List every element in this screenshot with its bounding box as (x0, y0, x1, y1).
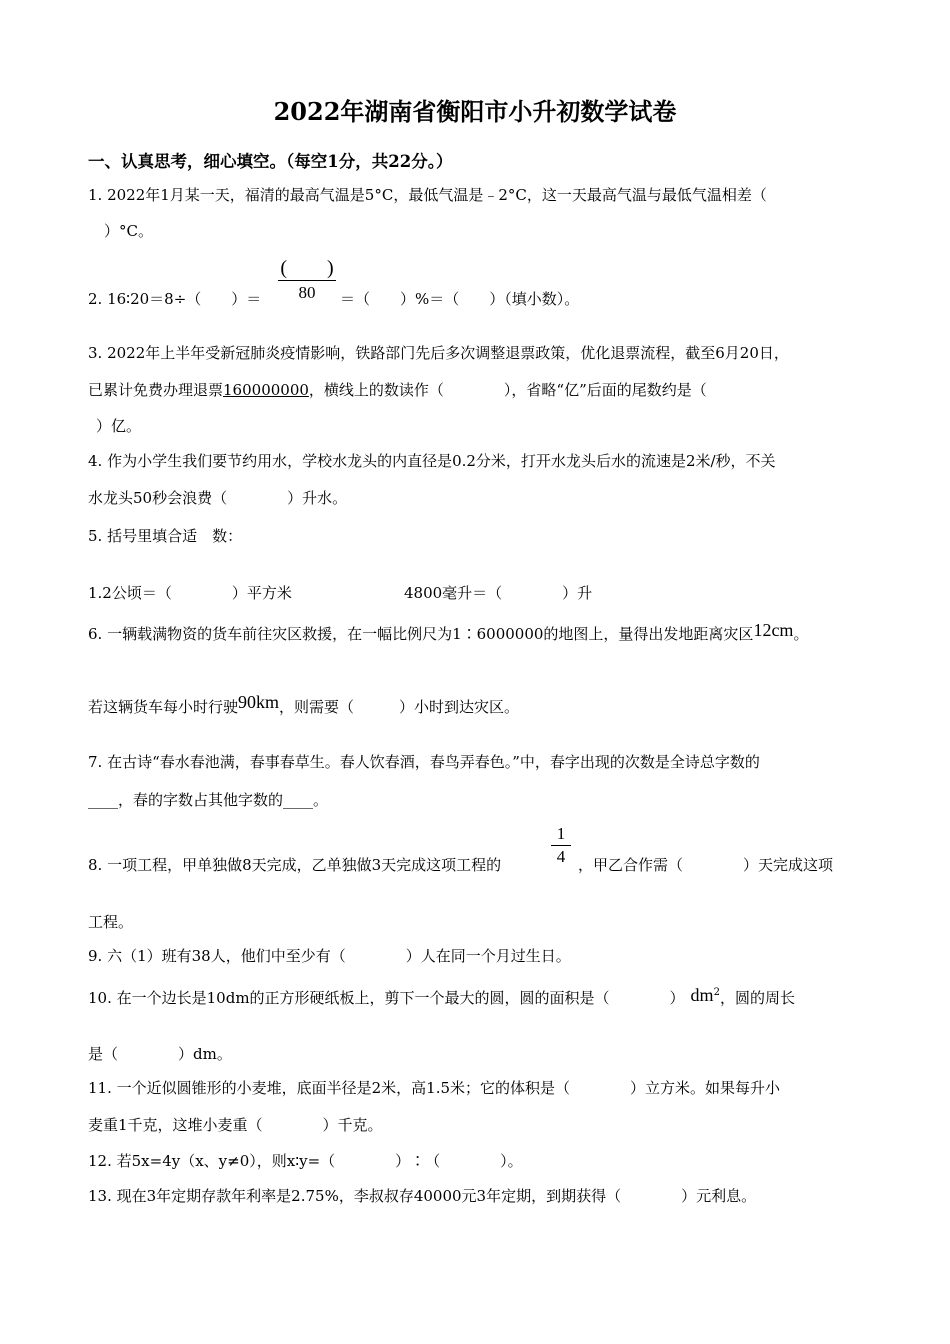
question-7-line-2: ____，春的字数占其他字数的____。 (88, 791, 329, 809)
question-2-fraction (278, 256, 336, 305)
question-5-part-1: 1.2公顷＝（ ）平方米 (88, 584, 292, 602)
area-unit: dm (690, 985, 714, 1005)
question-4-line-2: 水龙头50秒会浪费（ ）升水。 (88, 489, 348, 507)
fraction-denominator: 80 (298, 283, 316, 302)
question-6-line-1 (88, 620, 809, 644)
question-1-line-1: 1. 2022年1月某一天，福清的最高气温是5°C，最低气温是﹣2°C，这一天最高气温与最低气温相差（ (88, 186, 767, 204)
speed-value: 90km (238, 692, 280, 712)
fraction-numerator: ( ) (280, 257, 334, 279)
question-8-fraction (551, 823, 571, 868)
section-heading: 一、认真思考，细心填空。（每空1分，共22分。） (88, 152, 453, 171)
question-3-text: 已累计免费办理退票 (88, 381, 224, 399)
question-10-text: 10. 在一个边长是10dm的正方形硬纸板上，剪下一个最大的圆，圆的面积是（ ） (88, 989, 685, 1007)
page-title: 2022年湖南省衡阳市小升初数学试卷 (273, 97, 677, 126)
question-3-line-3: ）亿。 (96, 417, 142, 435)
question-10-line-2: 是（ ）dm。 (88, 1045, 232, 1063)
question-5-part-2: 4800毫升＝（ ）升 (404, 584, 593, 602)
question-10-line-1 (88, 987, 795, 1011)
question-5: 5. 括号里填合适 数： (88, 527, 243, 545)
question-2-end: ＝（ ）%＝（ ）（填小数）。 (340, 290, 580, 308)
question-3-line-2 (88, 380, 707, 400)
question-3-line-1: 3. 2022年上半年受新冠肺炎疫情影响，铁路部门先后多次调整退票政策，优化退票流程，截至6月20日， (88, 344, 789, 362)
fraction-denominator: 4 (556, 847, 566, 866)
question-8-line-1: 8. 一项工程，甲单独做8天完成，乙单独做3天完成这项工程的 (88, 856, 502, 874)
question-11-line-2: 麦重1千克，这堆小麦重（ ）千克。 (88, 1116, 383, 1134)
question-13: 13. 现在3年定期存款年利率是2.75%，李叔叔存40000元3年定期，到期获得（ ）元利息。 (88, 1187, 757, 1205)
question-2-start: 2. 16∶20＝8÷（ ）＝ (88, 290, 262, 308)
question-3-text-cont: ，横线上的数读作（ ），省略“亿”后面的尾数约是（ (308, 381, 707, 399)
unit-superscript: 2 (713, 987, 720, 998)
question-6-text-3: ，则需要（ ）小时到达灾区。 (279, 698, 520, 716)
question-1-line-2: ）°C。 (104, 222, 153, 240)
underlined-number: 160000000 (223, 381, 309, 399)
question-6-line-2 (88, 692, 520, 717)
question-9: 9. 六（1）班有38人，他们中至少有（ ）人在同一个月过生日。 (88, 947, 571, 965)
question-11-line-1: 11. 一个近似圆锥形的小麦堆，底面半径是2米，高1.5米；它的体积是（ ）立方米。如果每升小 (88, 1079, 781, 1097)
question-8-line-1-end: ，甲乙合作需（ ）天完成这项 (578, 856, 834, 874)
fraction-numerator: 1 (556, 824, 566, 843)
question-6-text: 6. 一辆载满物资的货车前往灾区救援，在一幅比例尺为1∶6000000的地图上，量得出发地距离灾区 (88, 625, 754, 643)
distance-value: 12cm (753, 620, 794, 640)
question-6-period: 。 (793, 625, 809, 643)
question-8-line-2: 工程。 (88, 913, 134, 931)
question-12: 12. 若5x=4y（x、y≠0），则x∶y=（ ）∶（ ）。 (88, 1152, 523, 1170)
question-4-line-1: 4. 作为小学生我们要节约用水，学校水龙头的内直径是0.2分米，打开水龙头后水的流速是2米/秒，不关 (88, 452, 776, 470)
question-6-text-2: 若这辆货车每小时行驶 (88, 698, 239, 716)
question-7-line-1: 7. 在古诗“春水春池满，春事春草生。春人饮春酒，春鸟弄春色。”中，春字出现的次数是全诗总字数的 (88, 753, 760, 771)
question-10-text-cont: ，圆的周长 (719, 989, 795, 1007)
